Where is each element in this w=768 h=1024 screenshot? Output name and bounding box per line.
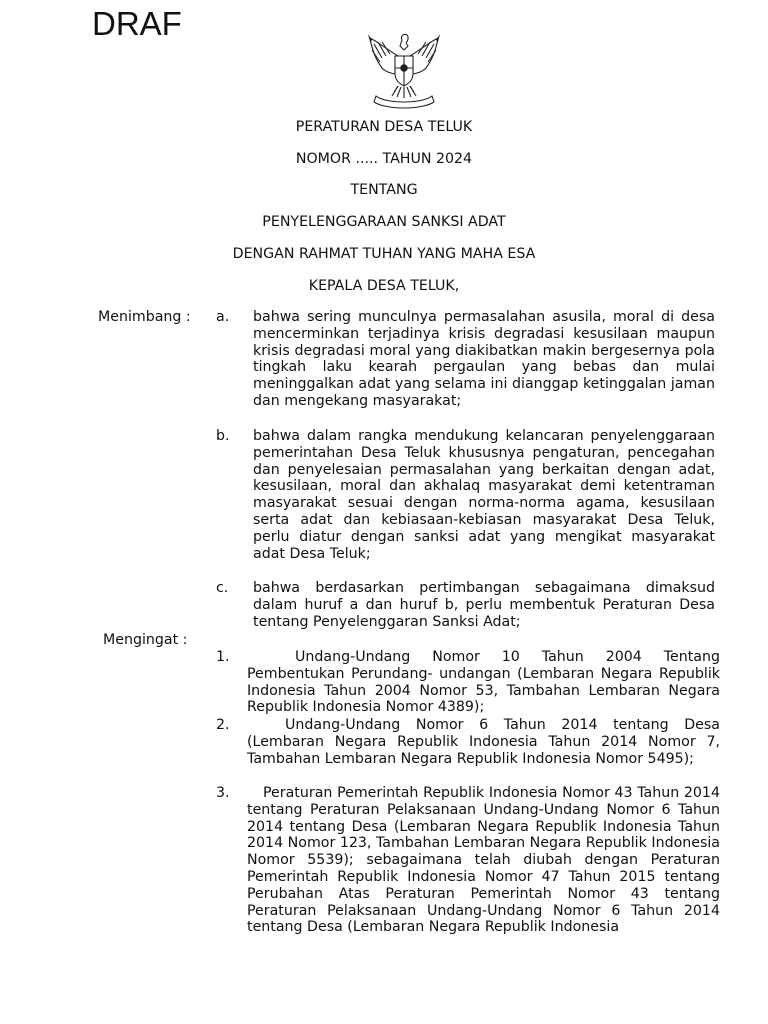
mengingat-item-2: Undang-Undang Nomor 6 Tahun 2014 tentang Desa (Lembaran Negara Republik Indonesia Tahun 2014 Nomor 7, Tambahan Lembaran Negara Republik Indonesia Nomor 5495);: [247, 717, 720, 767]
list-item-marker: 3.: [216, 785, 230, 801]
regulation-number: NOMOR ..... TAHUN 2024: [295, 151, 473, 167]
mengingat-item-1: Undang-Undang Nomor 10 Tahun 2004 Tentang Pembentukan Perundang- undangan (Lembaran Negara Republik Indonesia Tahun 2004 Nomor 53, Tambahan Lembaran Negara Republik Indonesia Nomor 4389);: [247, 649, 720, 716]
list-item-marker: c.: [216, 580, 229, 596]
mengingat-item-3: Peraturan Pemerintah Republik Indonesia Nomor 43 Tahun 2014 tentang Peraturan Pelaksanaan Undang-Undang Nomor 6 Tahun 2014 tentang Desa (Lembaran Negara Republik Indonesia Tahun 2014 Nomor 123, Tambahan Lembaran Negara Republik Indonesia Nomor 5539); sebagaimana telah diubah dengan Peraturan Pemerintah Republik Indonesia Nomor 47 Tahun 2015 tentang Perubahan Atas Peraturan Pemerintah Nomor 43 tentang Peraturan Pelaksanaan Undang-Undang Nomor 6 Tahun 2014 tentang Desa (Lembaran Negara Republik Indonesia: [247, 785, 720, 936]
list-item-marker: 2.: [216, 717, 230, 733]
list-item-marker: b.: [216, 428, 230, 444]
list-item-marker: 1.: [216, 649, 230, 665]
menimbang-item-a: bahwa sering munculnya permasalahan asusila, moral di desa mencerminkan terjadinya krisis degradasi kesusilaan maupun krisis degradasi moral yang diakibatkan makin bergesernya pola tingkah laku kearah pergaulan yang bebas dan mulai meninggalkan adat yang selama ini dianggap ketinggalan jaman dan mengekang masyarakat;: [253, 309, 715, 409]
regulation-subject: PENYELENGGARAAN SANKSI ADAT: [262, 214, 506, 230]
garuda-pancasila-icon: [364, 30, 444, 112]
draft-watermark: DRAF: [92, 5, 182, 42]
menimbang-item-b: bahwa dalam rangka mendukung kelancaran penyelenggaraan pemerintahan Desa Teluk khususnya pengaturan, pencegahan dan penyelesaian permasalahan yang berkaitan dengan adat, kesusilaan, moral dan akhalaq masyarakat demi ketentraman masyarakat sesuai dengan norma-norma agama, kesusilaan serta adat dan kebiasaan-kebiasan masyarakat Desa Teluk, perlu diatur dengan sanksi adat yang mengikat masyarakat adat Desa Teluk;: [253, 428, 715, 562]
about-label: TENTANG: [350, 182, 418, 198]
menimbang-item-c: bahwa berdasarkan pertimbangan sebagaimana dimaksud dalam huruf a dan huruf b, perlu membentuk Peraturan Desa tentang Penyelenggaran Sanksi Adat;: [253, 580, 715, 630]
menimbang-label: Menimbang :: [98, 309, 191, 325]
authority-line: KEPALA DESA TELUK,: [308, 278, 460, 294]
regulation-title: PERATURAN DESA TELUK: [295, 119, 473, 135]
invocation-line: DENGAN RAHMAT TUHAN YANG MAHA ESA: [232, 246, 536, 262]
mengingat-label: Mengingat :: [103, 632, 188, 648]
list-item-marker: a.: [216, 309, 230, 325]
